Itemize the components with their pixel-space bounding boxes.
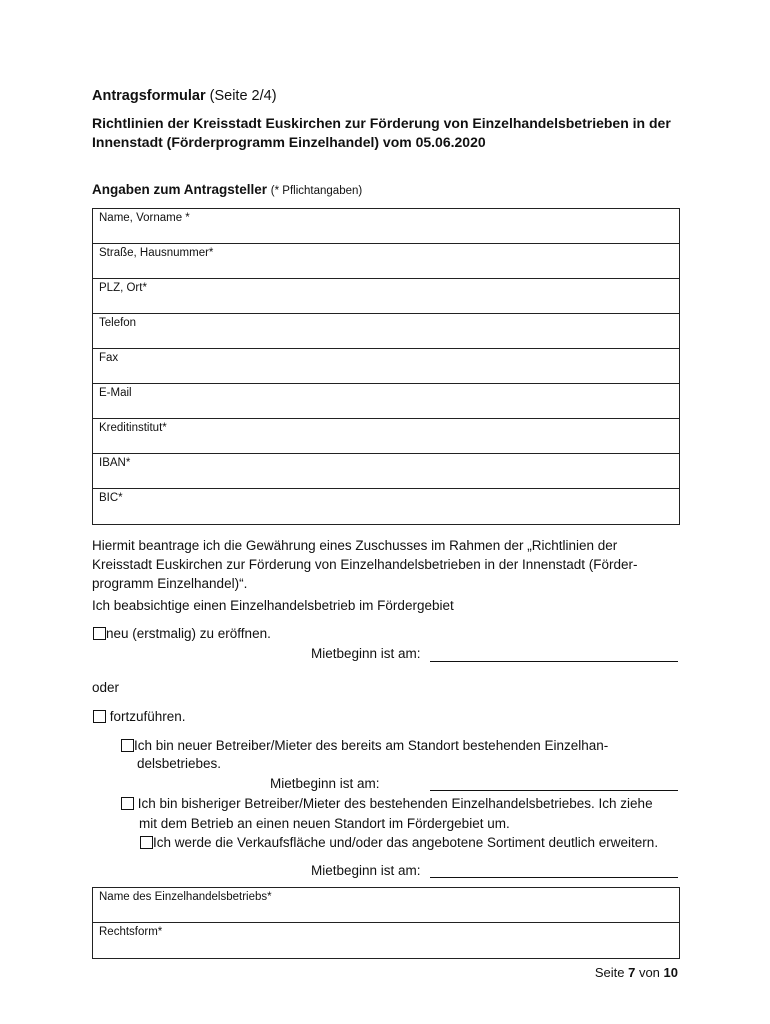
field-label: Rechtsform* (99, 926, 163, 938)
field-label: E-Mail (99, 387, 132, 399)
fax-input[interactable] (98, 367, 674, 381)
paragraph-line: Hiermit beantrage ich die Gewährung eines Zuschusses im Rahmen der „Richtlinien der (92, 538, 618, 553)
field-zip-city (93, 279, 679, 314)
field-label: IBAN* (99, 457, 131, 469)
field-label: Telefon (99, 317, 137, 329)
sub-option-line: Ich bin neuer Betreiber/Mieter des bereits am Standort bestehenden Einzelhan- (134, 738, 609, 753)
option-continue (93, 709, 186, 724)
continue-checkbox[interactable] (93, 710, 106, 723)
zip-city-input[interactable] (98, 297, 674, 311)
rent-start-label-1: Mietbeginn ist am: (311, 646, 421, 661)
field-bank (93, 419, 679, 454)
field-label: Fax (99, 352, 119, 364)
sub-option-line: delsbetriebes. (137, 756, 222, 771)
field-label: Straße, Hausnummer* (99, 247, 214, 259)
application-paragraph (92, 536, 682, 593)
field-legal-form (93, 923, 679, 958)
name-input[interactable] (98, 227, 674, 241)
legal-form-input[interactable] (98, 942, 674, 956)
guideline-subtitle: Richtlinien der Kreisstadt Euskirchen zur Förderung von Einzelhandelsbetrieben in der Innenstadt (Förderprogramm Einzelhandel) vom 05.06.2020 (92, 115, 671, 150)
rent-start-date-field-3[interactable] (430, 861, 678, 878)
field-phone (93, 314, 679, 349)
field-fax (93, 349, 679, 384)
sub-option-new-operator (121, 738, 608, 753)
intent-text: Ich beabsichtige einen Einzelhandelsbetrieb im Fördergebiet (92, 598, 454, 613)
business-table (92, 887, 680, 959)
rent-start-label-2: Mietbeginn ist am: (270, 776, 380, 791)
rent-start-label-3: Mietbeginn ist am: (311, 863, 421, 878)
or-text: oder (92, 680, 120, 695)
field-label: Name, Vorname * (99, 212, 190, 224)
sub-option-line: Ich bin bisheriger Betreiber/Mieter des bestehenden Einzelhandelsbetriebes. Ich ziehe (137, 796, 653, 811)
page-current: 7 (628, 965, 636, 980)
applicant-table (92, 208, 680, 525)
relocate-checkbox[interactable] (121, 797, 134, 810)
form-title-bold: Antragsformular (92, 88, 206, 104)
mandatory-note: (* Pflichtangaben) (270, 185, 363, 197)
field-name (93, 209, 679, 244)
field-business-name (93, 888, 679, 923)
page-prefix: Seite (594, 965, 625, 980)
option-new (93, 626, 271, 641)
applicant-heading-text: Angaben zum Antragsteller (92, 182, 268, 197)
applicant-heading (92, 182, 362, 197)
phone-input[interactable] (98, 332, 674, 346)
page-mid: von (638, 965, 660, 980)
bank-input[interactable] (98, 437, 674, 451)
paragraph-line: programm Einzelhandel)“. (92, 576, 248, 591)
option-continue-label: fortzuführen. (109, 709, 186, 724)
iban-input[interactable] (98, 472, 674, 486)
field-street (93, 244, 679, 279)
expand-checkbox[interactable] (140, 836, 153, 849)
rent-start-date-field-2[interactable] (430, 774, 678, 791)
page-total: 10 (663, 965, 678, 980)
field-iban (93, 454, 679, 489)
field-email (93, 384, 679, 419)
sub-option-line: mit dem Betrieb an einen neuen Standort im Fördergebiet um. (139, 816, 510, 831)
sub-option-relocate (121, 796, 653, 811)
form-title-suffix: (Seite 2/4) (209, 88, 277, 104)
new-operator-checkbox[interactable] (121, 739, 134, 752)
rent-start-date-field-1[interactable] (430, 645, 678, 662)
sub-option-line: Ich werde die Verkaufsfläche und/oder das angebotene Sortiment deutlich erweitern. (153, 835, 659, 850)
new-checkbox[interactable] (93, 627, 106, 640)
field-label: Kreditinstitut* (99, 422, 167, 434)
field-label: Name des Einzelhandelsbetriebs* (99, 891, 272, 903)
field-label: BIC* (99, 492, 123, 504)
business-name-input[interactable] (98, 906, 674, 920)
field-bic (93, 489, 679, 524)
form-title (92, 88, 277, 104)
sub-option-expand (140, 835, 658, 850)
paragraph-line: Kreisstadt Euskirchen zur Förderung von Einzelhandelsbetrieben in der Innenstadt (Förder- (92, 557, 638, 572)
bic-input[interactable] (98, 508, 674, 522)
field-label: PLZ, Ort* (99, 282, 147, 294)
street-input[interactable] (98, 262, 674, 276)
page-number (595, 965, 678, 980)
option-new-label: neu (erstmalig) zu eröffnen. (106, 626, 271, 641)
email-input[interactable] (98, 402, 674, 416)
